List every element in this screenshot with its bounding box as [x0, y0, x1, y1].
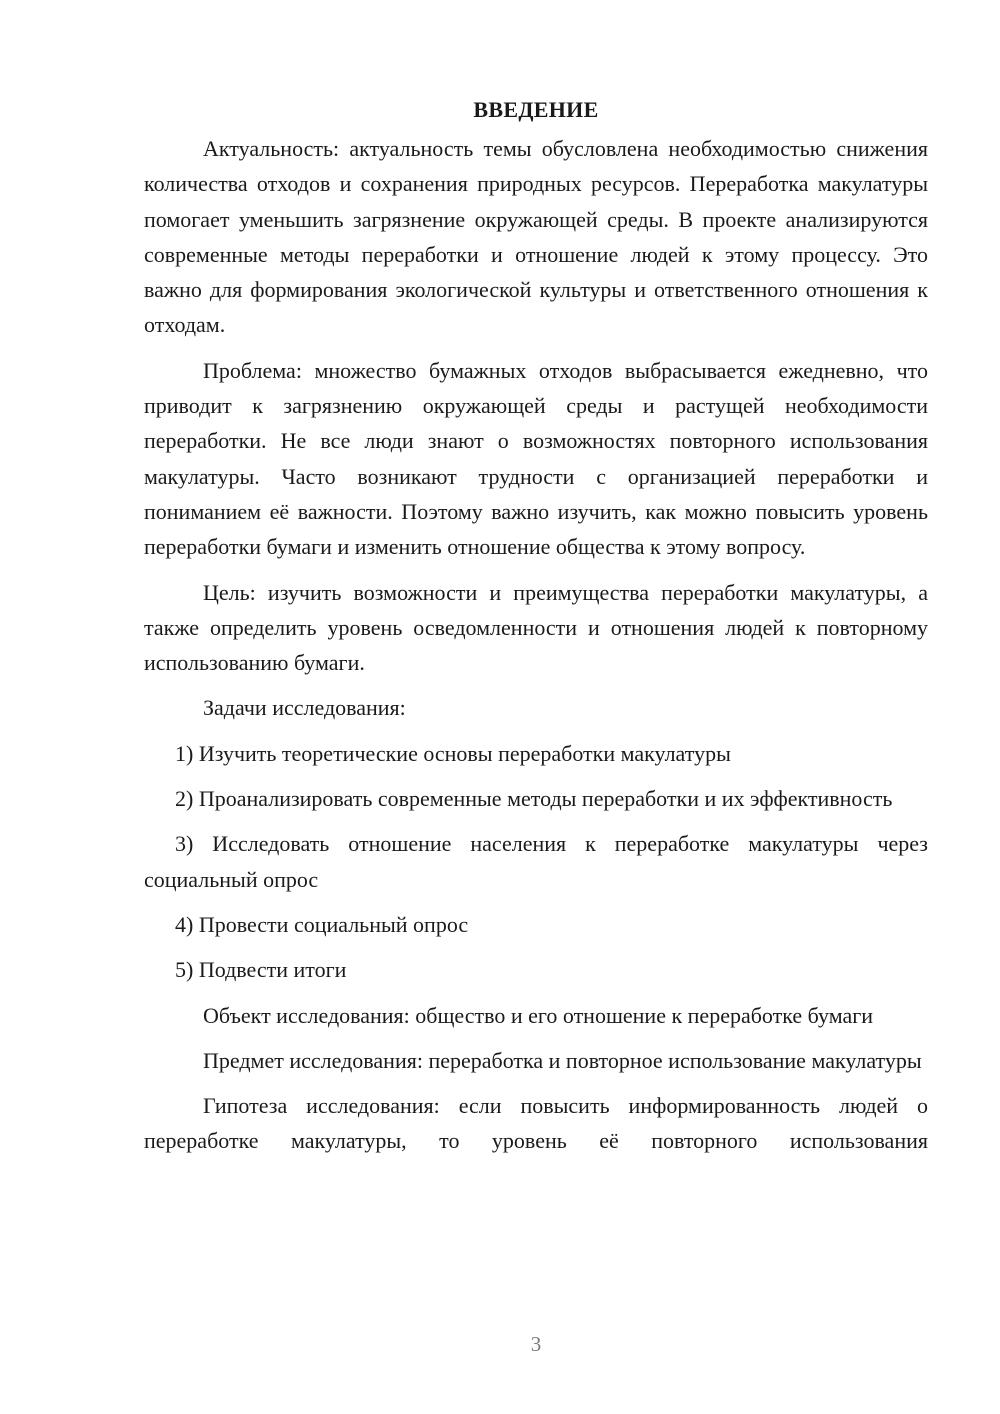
problem-paragraph: Проблема: множество бумажных отходов выбрасывается ежедневно, что приводит к загрязнению окружающей среды и растущей необходимости переработки. Не все люди знают о возможностях повторного использования макулатуры. Часто возникают трудности с организацией переработки и пониманием её важности. Поэтому важно изучить, как можно повысить уровень переработки бумаги и изменить отношение общества к этому вопросу.	[144, 357, 928, 560]
page-number: 3	[530, 1332, 542, 1356]
section-heading: ВВЕДЕНИЕ	[473, 97, 599, 122]
object-paragraph: Объект исследования: общество и его отношение к переработке бумаги	[203, 1002, 874, 1028]
task-item-2: 2) Проанализировать современные методы переработки и их эффективность	[175, 786, 893, 812]
document-page	[144, 92, 928, 1169]
relevance-paragraph: Актуальность: актуальность темы обусловлена необходимостью снижения количества отходов и сохранения природных ресурсов. Переработка макулатуры помогает уменьшить загрязнение окружающей среды. В проекте анализируются современные методы переработки и отношение людей к этому процессу. Это важно для формирования экологической культуры и ответственного отношения к отходам.	[144, 136, 928, 338]
task-item-4: 4) Провести социальный опрос	[175, 911, 469, 937]
tasks-heading: Задачи исследования:	[203, 695, 406, 721]
hypothesis-paragraph: Гипотеза исследования: если повысить информированность людей о переработке макулатуры, то уровень её повторного использования	[144, 1093, 928, 1154]
task-item-1: 1) Изучить теоретические основы переработки макулатуры	[175, 740, 731, 766]
goal-paragraph: Цель: изучить возможности и преимущества переработки макулатуры, а также определить уровень осведомленности и отношения людей к повторному использованию бумаги.	[144, 579, 928, 676]
task-item-5: 5) Подвести итоги	[175, 957, 347, 983]
subject-paragraph: Предмет исследования: переработка и повторное использование макулатуры	[203, 1047, 922, 1073]
task-item-3: 3) Исследовать отношение населения к переработке макулатуры через социальный опрос	[144, 831, 928, 892]
